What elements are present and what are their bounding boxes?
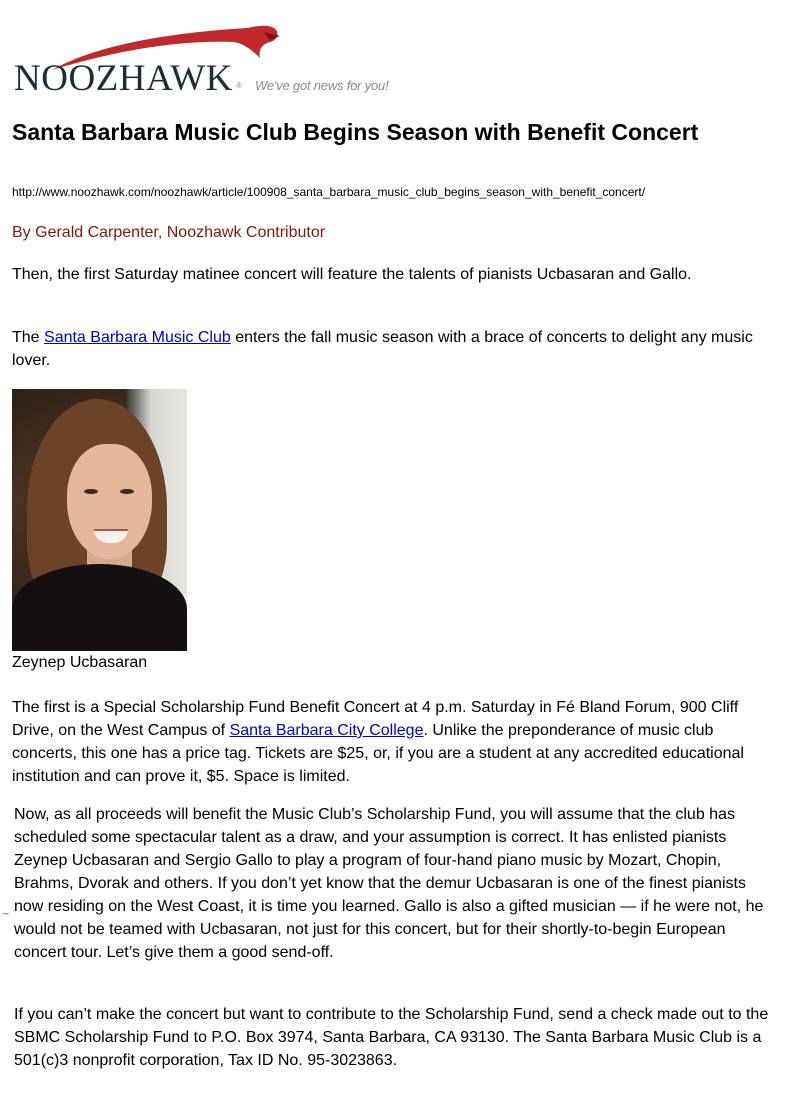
article-title: Santa Barbara Music Club Begins Season with Benefit Concert xyxy=(12,119,699,145)
paragraph-2-text-start: The xyxy=(12,329,45,346)
photo-shoulders xyxy=(12,564,187,651)
paragraph-5: If you can’t make the concert but want to contribute to the Scholarship Fund, send a check made out to the SBMC Scholarship Fund to P.O. Box 3974, Santa Barbara, CA 93130. The Santa Barbara Music Club is a 501(c)3 nonprofit corporation, Tax ID No. 95-3023863. xyxy=(14,1006,769,1069)
logo-tagline: We've got news for you! xyxy=(255,78,389,93)
paragraph-3-text-end: . Unlike the preponderance of music club concerts, this one has a price tag. Tickets are $25, or, if you are a student at any accredited educational institution and can prove it, $5. Space is limited. xyxy=(12,722,744,785)
paragraph-1: Then, the first Saturday matinee concert will feature the talents of pianists Ucbasaran and Gallo. xyxy=(12,266,692,283)
noozhawk-logo[interactable] xyxy=(12,22,402,102)
margin-mark: _ xyxy=(3,904,9,915)
paragraph-4: Now, as all proceeds will benefit the Music Club’s Scholarship Fund, you will assume that the club has scheduled some spectacular talent as a draw, and your assumption is correct. It has enlisted pianists Zeynep Ucbasaran and Sergio Gallo to play a program of four-hand piano music by Mozart, Chopin, Brahms, Dvorak and others. If you don’t yet know that the demur Ucbasaran is one of the finest pianists now residing on the West Coast, it is time you learned. Gallo is also a gifted musician — if he were not, he would not be teamed with Ucbasaran, not just for this concert, but for their shortly-to-begin European concert tour. Let’s give them a good send-off. xyxy=(14,806,764,961)
paragraph-2 xyxy=(12,326,772,372)
paragraph-2-text-end: enters the fall music season with a brace of concerts to delight any music lover. xyxy=(12,329,753,369)
paragraph-3 xyxy=(12,696,772,788)
photo-eye-right xyxy=(120,489,134,494)
photo-eye-left xyxy=(84,489,98,494)
santa-barbara-city-college-link[interactable]: Santa Barbara City College xyxy=(229,722,424,739)
photo-caption: Zeynep Ucbasaran xyxy=(12,654,148,671)
article-url: http://www.noozhawk.com/noozhawk/article/100908_santa_barbara_music_club_begins_season_with_benefit_concert/ xyxy=(12,185,646,199)
logo-wordmark: NOOZHAWK xyxy=(14,58,233,99)
santa-barbara-music-club-link[interactable]: Santa Barbara Music Club xyxy=(44,329,231,346)
zeynep-ucbasaran-photo xyxy=(12,389,187,651)
article-byline: By Gerald Carpenter, Noozhawk Contributor xyxy=(12,224,326,241)
logo-registered-mark: ® xyxy=(236,81,242,90)
paragraph-3-text-start: The first is a Special Scholarship Fund Benefit Concert at 4 p.m. Saturday in Fé Bland Forum, 900 Cliff Drive, on the West Campus of xyxy=(12,699,739,739)
